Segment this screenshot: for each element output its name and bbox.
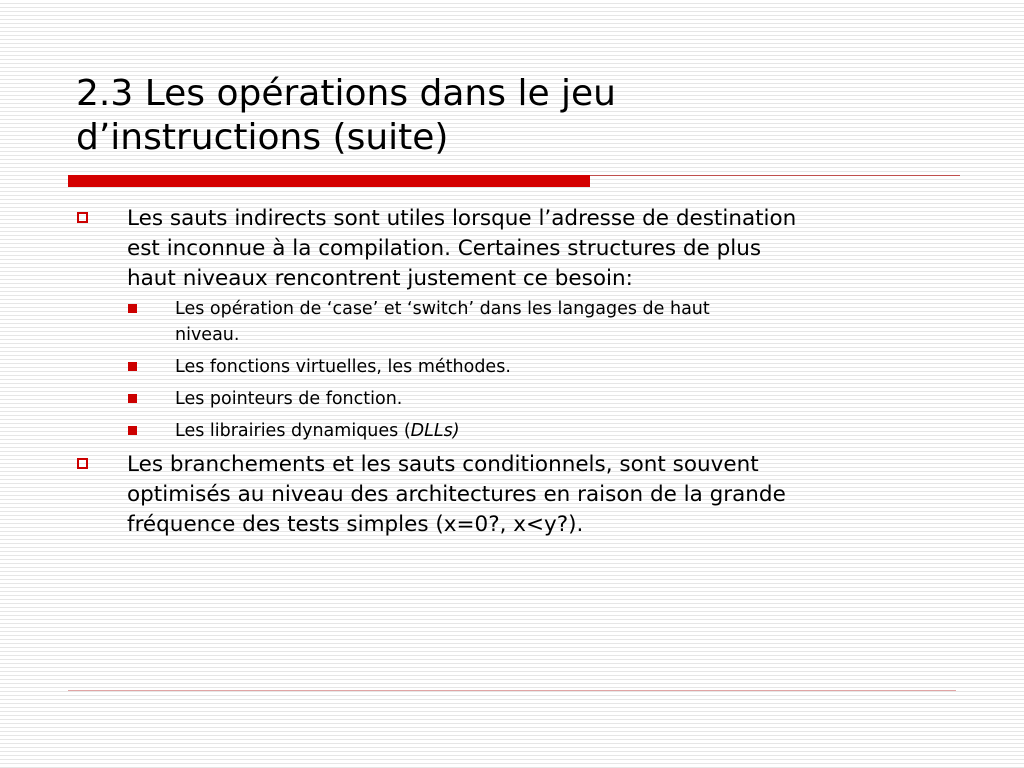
slide-title bbox=[76, 72, 956, 160]
slide-body bbox=[76, 204, 936, 540]
bullet-text-line: est inconnue à la compilation. Certaines structures de plus bbox=[127, 236, 762, 261]
bullet-text-line: Les sauts indirects sont utiles lorsque l’adresse de destination bbox=[127, 206, 797, 231]
bullet-text-line: haut niveaux rencontrent justement ce besoin: bbox=[127, 266, 633, 291]
sub-bullet-item bbox=[76, 354, 936, 380]
filled-square-icon bbox=[128, 304, 137, 313]
sub-bullet-item bbox=[76, 386, 936, 412]
slide-title-line: 2.3 Les opérations dans le jeu bbox=[76, 73, 616, 114]
title-divider-line bbox=[590, 175, 960, 176]
hollow-square-icon bbox=[77, 212, 88, 223]
bullet-text-line: fréquence des tests simples (x=0?, x<y?). bbox=[127, 512, 584, 537]
sub-bullet-text-line bbox=[175, 418, 936, 444]
filled-square-icon bbox=[128, 394, 137, 403]
sub-bullet-list bbox=[76, 296, 936, 444]
sub-bullet-text-line: Les pointeurs de fonction. bbox=[175, 389, 403, 409]
filled-square-icon bbox=[128, 426, 137, 435]
sub-bullet-text-italic: DLLs) bbox=[410, 421, 460, 441]
bullet-item bbox=[76, 450, 936, 540]
sub-bullet-item bbox=[76, 296, 936, 348]
bullet-text-line: optimisés au niveau des architectures en raison de la grande bbox=[127, 482, 786, 507]
bullet-item bbox=[76, 204, 936, 294]
sub-bullet-text-line: Les fonctions virtuelles, les méthodes. bbox=[175, 357, 511, 377]
hollow-square-icon bbox=[77, 458, 88, 469]
sub-bullet-text-line: niveau. bbox=[175, 325, 240, 345]
sub-bullet-text-line: Les opération de ‘case’ et ‘switch’ dans les langages de haut bbox=[175, 299, 710, 319]
filled-square-icon bbox=[128, 362, 137, 371]
sub-bullet-item bbox=[76, 418, 936, 444]
bullet-text-line: Les branchements et les sauts conditionnels, sont souvent bbox=[127, 452, 759, 477]
title-accent-bar bbox=[68, 175, 590, 187]
footer-divider-line bbox=[68, 690, 956, 691]
slide-title-line: d’instructions (suite) bbox=[76, 117, 449, 158]
sub-bullet-text-prefix: Les librairies dynamiques ( bbox=[175, 421, 411, 441]
